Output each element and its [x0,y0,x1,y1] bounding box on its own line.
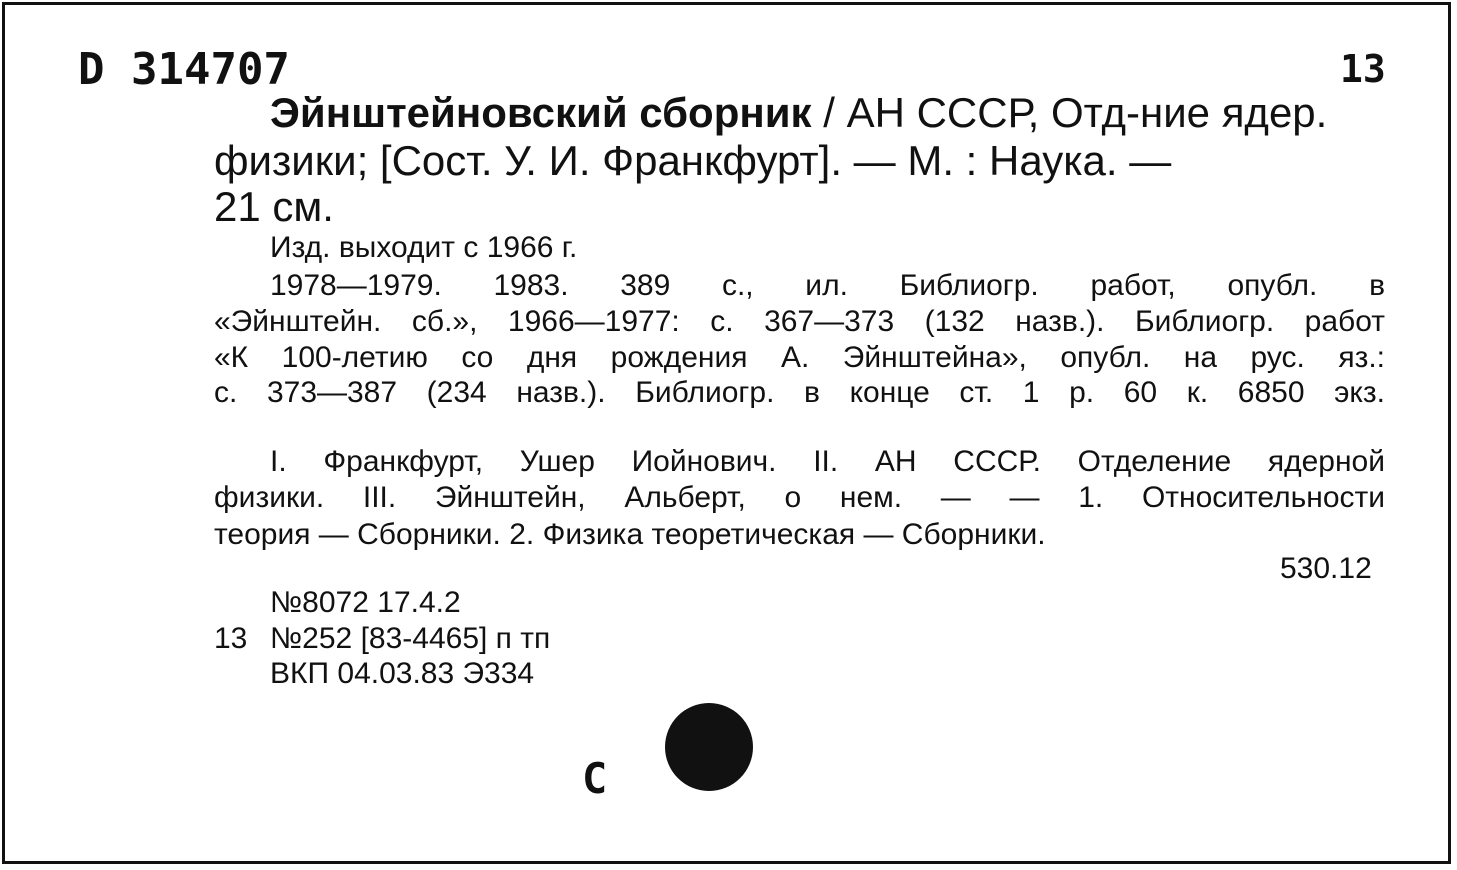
title-bold: Эйнштейновский сборник [270,89,812,136]
title-line [270,89,1328,136]
subjects-line-1: I. Франкфурт, Ушер Иойнович. II. АН СССР. Отделение ядерной [270,445,1385,478]
description-line-2: «Эйнштейн. сб.», 1966—1977: с. 367—373 (132 назв.). Библиогр. работ [214,305,1385,338]
description-line-4: с. 373—387 (234 назв.). Библиогр. в конце ст. 1 р. 60 к. 6850 экз. [214,376,1385,409]
order-line-3: ВКП 04.03.83 Э334 [270,657,535,690]
publication-note: Изд. выходит с 1966 г. [270,231,578,264]
order-line-2: №252 [83-4465] п тп [270,622,551,655]
udc-number: 530.12 [1280,552,1372,585]
order-line-2-prefix: 13 [214,622,248,655]
title-rest: / АН СССР, Отд-ние ядер. [811,89,1328,136]
title-line-3: 21 см. [214,183,334,230]
subjects-line-3: теория — Сборники. 2. Физика теоретическая — Сборники. [214,518,1046,551]
letter-mark: С [582,754,608,803]
subjects-line-2: физики. III. Эйнштейн, Альберт, о нем. — — 1. Относительности [214,481,1385,514]
title-line-2: физики; [Сост. У. И. Франкфурт]. — М. : Наука. — [214,137,1172,184]
corner-number: 13 [1340,47,1386,91]
description-line-3: «К 100-летию со дня рождения А. Эйнштейна», опубл. на рус. яз.: [214,341,1385,374]
order-line-1: №8072 17.4.2 [270,586,461,619]
punch-hole-dot [665,703,753,791]
stamp-code: D 314707 [78,44,290,95]
description-line-1: 1978—1979. 1983. 389 с., ил. Библиогр. работ, опубл. в [270,269,1385,302]
